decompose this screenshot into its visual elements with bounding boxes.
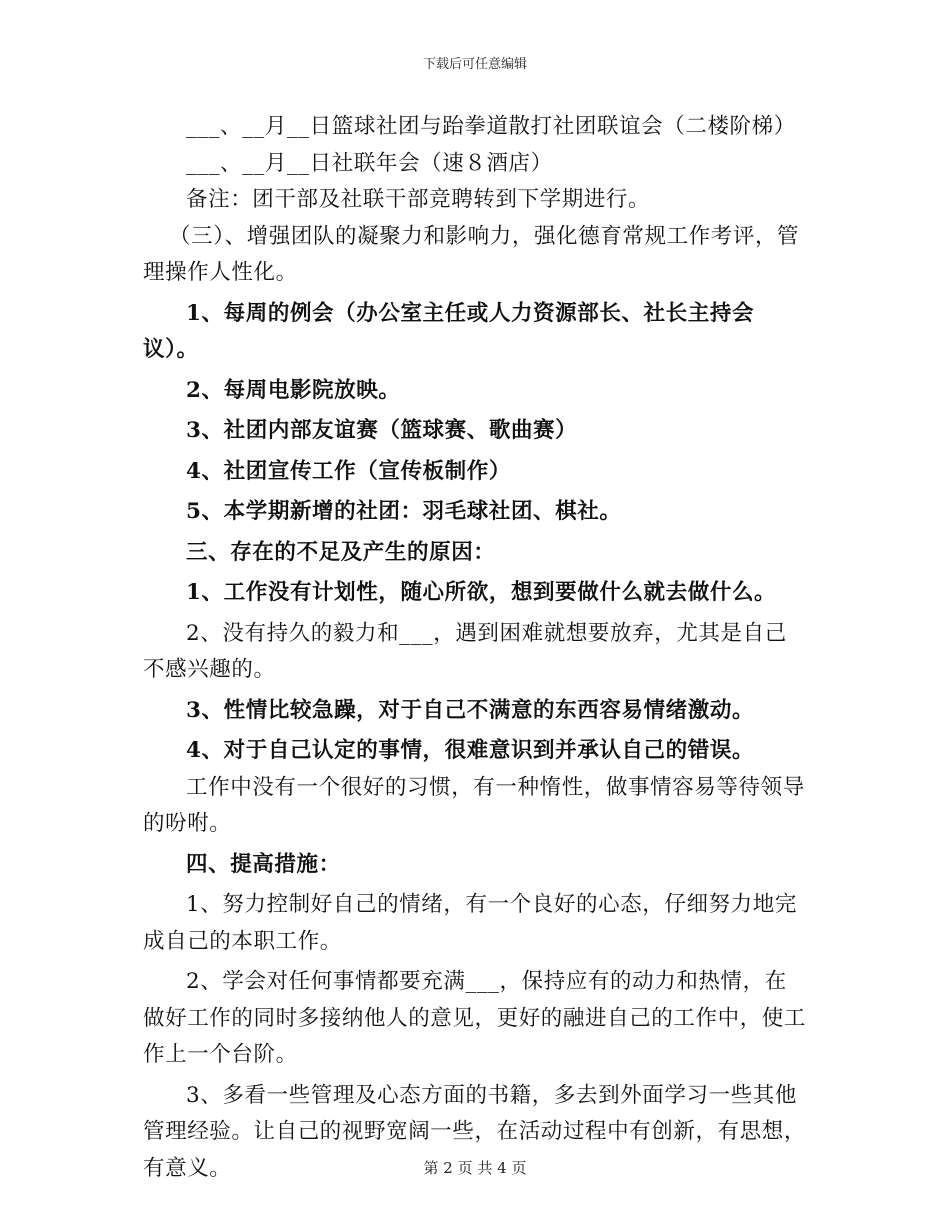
list-item: 5、本学期新增的社团：羽毛球社团、棋社。: [186, 499, 622, 524]
list-item: 1、工作没有计划性，随心所欲，想到要做什么就去做什么。: [186, 580, 777, 605]
document-body: [143, 109, 808, 1187]
body-paragraph: 工作中没有一个很好的习惯，有一种惰性，做事情容易等待领导的吩咐。: [143, 774, 805, 836]
list-item: 2、没有持久的毅力和___，遇到困难就想要放弃，尤其是自己不感兴趣的。: [143, 620, 787, 682]
list-item: 3、社团内部友谊赛（篮球赛、歌曲赛）: [186, 418, 578, 443]
section-heading-shortcomings: 三、存在的不足及产生的原因：: [186, 539, 496, 565]
section-three-sub-heading: （三）、增强团队的凝聚力和影响力，强化德育常规工作考评，管理操作人性化。: [143, 223, 800, 285]
list-item: 3、性情比较急躁，对于自己不满意的东西容易情绪激动。: [186, 697, 755, 723]
list-item: 4、社团宣传工作（宣传板制作）: [186, 458, 511, 484]
list-item: 3、多看一些管理及心态方面的书籍，多去到外面学习一些其他管理经验。让自己的视野宽阔一些，在活动过程中有创新，有思想，有意义。: [143, 1082, 807, 1181]
section-heading-measures: 四、提高措施：: [186, 851, 341, 877]
list-item: 2、学会对任何事情都要充满___，保持应有的动力和热情，在做好工作的同时多接纳他人的意见，更好的融进自己的工作中，使工作上一个台阶。: [143, 969, 807, 1067]
schedule-line-1: ___、__月__日篮球社团与跆拳道散打社团联谊会（二楼阶梯）: [186, 114, 796, 139]
list-item: 2、每周电影院放映。: [186, 377, 401, 403]
list-item: 1、每周的例会（办公室主任或人力资源部长、社长主持会议）。: [143, 300, 755, 362]
remark-line: 备注：团干部及社联干部竞聘转到下学期进行。: [186, 187, 651, 212]
schedule-line-2: ___、__月__日社联年会（速８酒店）: [186, 150, 553, 176]
list-item: 4、对于自己认定的事情，很难意识到并承认自己的错误。: [186, 738, 755, 763]
page-header-note: 下载后可任意编辑: [422, 57, 527, 72]
list-item: 1、努力控制好自己的情绪，有一个良好的心态，仔细努力地完成自己的本职工作。: [143, 892, 797, 954]
page-number: 第 2 页 共 4 页: [423, 1159, 527, 1177]
